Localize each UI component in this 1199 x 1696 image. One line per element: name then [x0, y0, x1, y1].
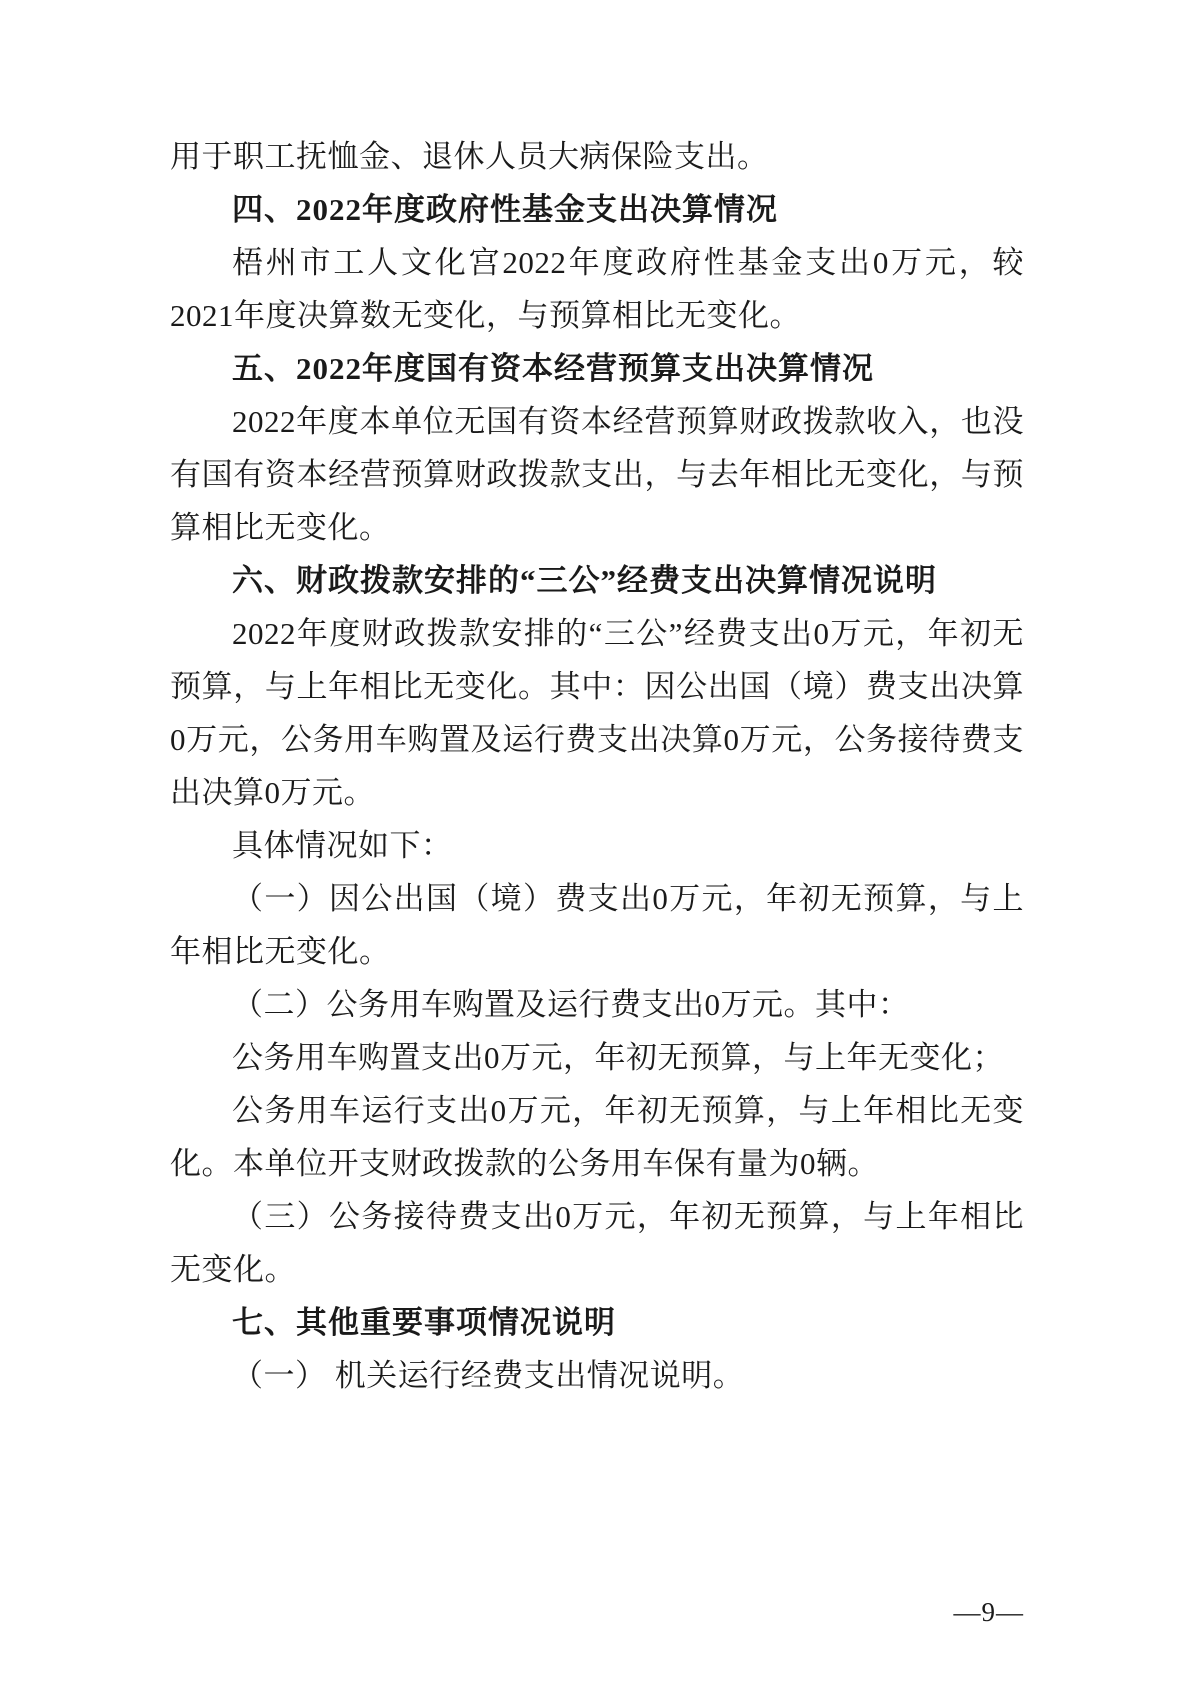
paragraph: 用于职工抚恤金、退休人员大病保险支出。 — [170, 139, 769, 174]
paragraph: 2022年度财政拨款安排的“三公”经费支出0万元，年初无预算，与上年相比无变化。其中：因公出国（境）费支出决算0万元，公务用车购置及运行费支出决算0万元，公务接待费支出决算0万元。 — [170, 616, 1024, 810]
paragraph: 公务用车运行支出0万元，年初无预算，与上年相比无变化。本单位开支财政拨款的公务用车保有量为0辆。 — [170, 1093, 1024, 1181]
section-heading-four: 四、2022年度政府性基金支出决算情况 — [232, 192, 778, 227]
paragraph: 具体情况如下： — [232, 828, 453, 863]
paragraph: 梧州市工人文化宫2022年度政府性基金支出0万元，较2021年度决算数无变化，与预算相比无变化。 — [170, 245, 1024, 333]
paragraph: 公务用车购置支出0万元，年初无预算，与上年无变化； — [232, 1040, 1004, 1075]
page-number: —9— — [953, 1597, 1024, 1627]
paragraph: 2022年度本单位无国有资本经营预算财政拨款收入，也没有国有资本经营预算财政拨款支出，与去年相比无变化，与预算相比无变化。 — [170, 404, 1024, 545]
paragraph: （二）公务用车购置及运行费支出0万元。其中： — [232, 987, 910, 1022]
paragraph: （三）公务接待费支出0万元，年初无预算，与上年相比无变化。 — [170, 1199, 1024, 1287]
paragraph: （一）因公出国（境）费支出0万元，年初无预算，与上年相比无变化。 — [170, 881, 1024, 969]
document-body — [170, 130, 1024, 1402]
section-heading-five: 五、2022年度国有资本经营预算支出决算情况 — [232, 351, 874, 386]
paragraph: （一） 机关运行经费支出情况说明。 — [232, 1358, 745, 1393]
section-heading-seven: 七、其他重要事项情况说明 — [232, 1305, 616, 1340]
section-heading-six: 六、财政拨款安排的“三公”经费支出决算情况说明 — [232, 563, 937, 598]
